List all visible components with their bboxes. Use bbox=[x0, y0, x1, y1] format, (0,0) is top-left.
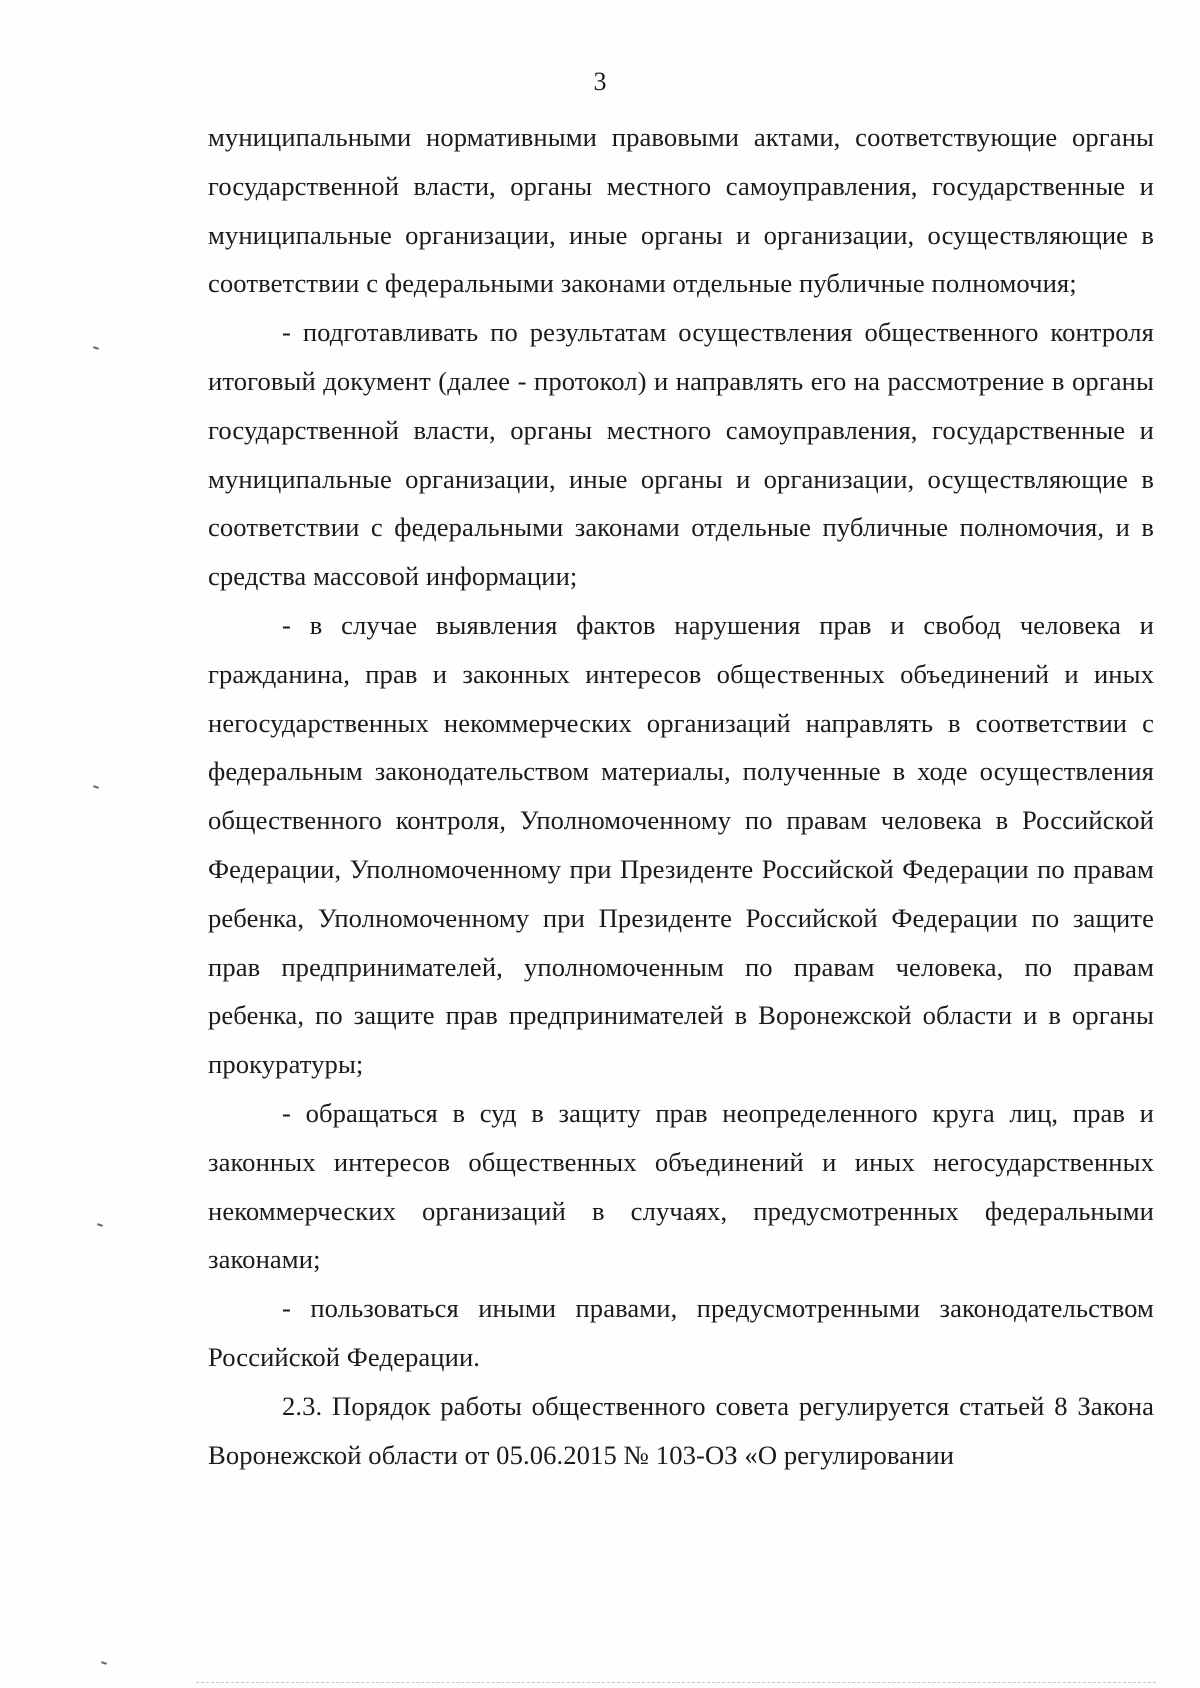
page-bottom-edge bbox=[196, 1682, 1156, 1684]
scan-artifact-mark bbox=[101, 1661, 107, 1665]
scan-artifact-mark bbox=[93, 785, 99, 789]
page-number: 3 bbox=[593, 67, 607, 96]
paragraph-other-rights: - пользоваться иными правами, предусмотренными законодательством Российской Федерации. bbox=[208, 1293, 1154, 1372]
paragraph-section-2-3: 2.3. Порядок работы общественного совета регулируется статьей 8 Закона Воронежской области от 05.06.2015 № 103-ОЗ «О регулировании bbox=[208, 1390, 1154, 1470]
paragraph-court-appeal: - обращаться в суд в защиту прав неопределенного круга лиц, прав и законных интересов общественных объединений и иных негосударственных некоммерческих организаций в случаях, предусмотренных федеральными законами; bbox=[208, 1097, 1154, 1275]
paragraph-violations-report: - в случае выявления фактов нарушения прав и свобод человека и гражданина, прав и законных интересов общественных объединений и иных негосударственных некоммерческих организаций направлять в соответствии с федеральным законодательством материалы, полученные в ходе осуществления общественного контроля, Уполномоченному по правам человека в Российской Федерации, Уполномоченному при Президенте Российской Федерации по правам ребенка, Уполномоченному при Президенте Российской Федерации по защите прав предпринимателей, уполномоченным по правам человека, по правам ребенка, по защите прав предпринимателей в Воронежской области и в органы прокуратуры; bbox=[208, 609, 1154, 1080]
paragraph-continuation: муниципальными нормативными правовыми актами, соответствующие органы государственной власти, органы местного самоуправления, государственные и муниципальные организации, иные органы и организации, осуществляющие в соответствии с федеральными законами отдельные публичные полномочия; bbox=[208, 122, 1154, 299]
document-body bbox=[208, 113, 1154, 1479]
scan-artifact-mark bbox=[97, 1223, 103, 1227]
paragraph-prepare-protocol: - подготавливать по результатам осуществления общественного контроля итоговый документ (далее - протокол) и направлять его на рассмотрение в органы государственной власти, органы местного самоуправления, государственные и муниципальные организации, иные органы и организации, осуществляющие в соответствии с федеральными законами отдельные публичные полномочия, и в средства массовой информации; bbox=[208, 317, 1154, 592]
scan-artifact-mark bbox=[93, 346, 99, 350]
